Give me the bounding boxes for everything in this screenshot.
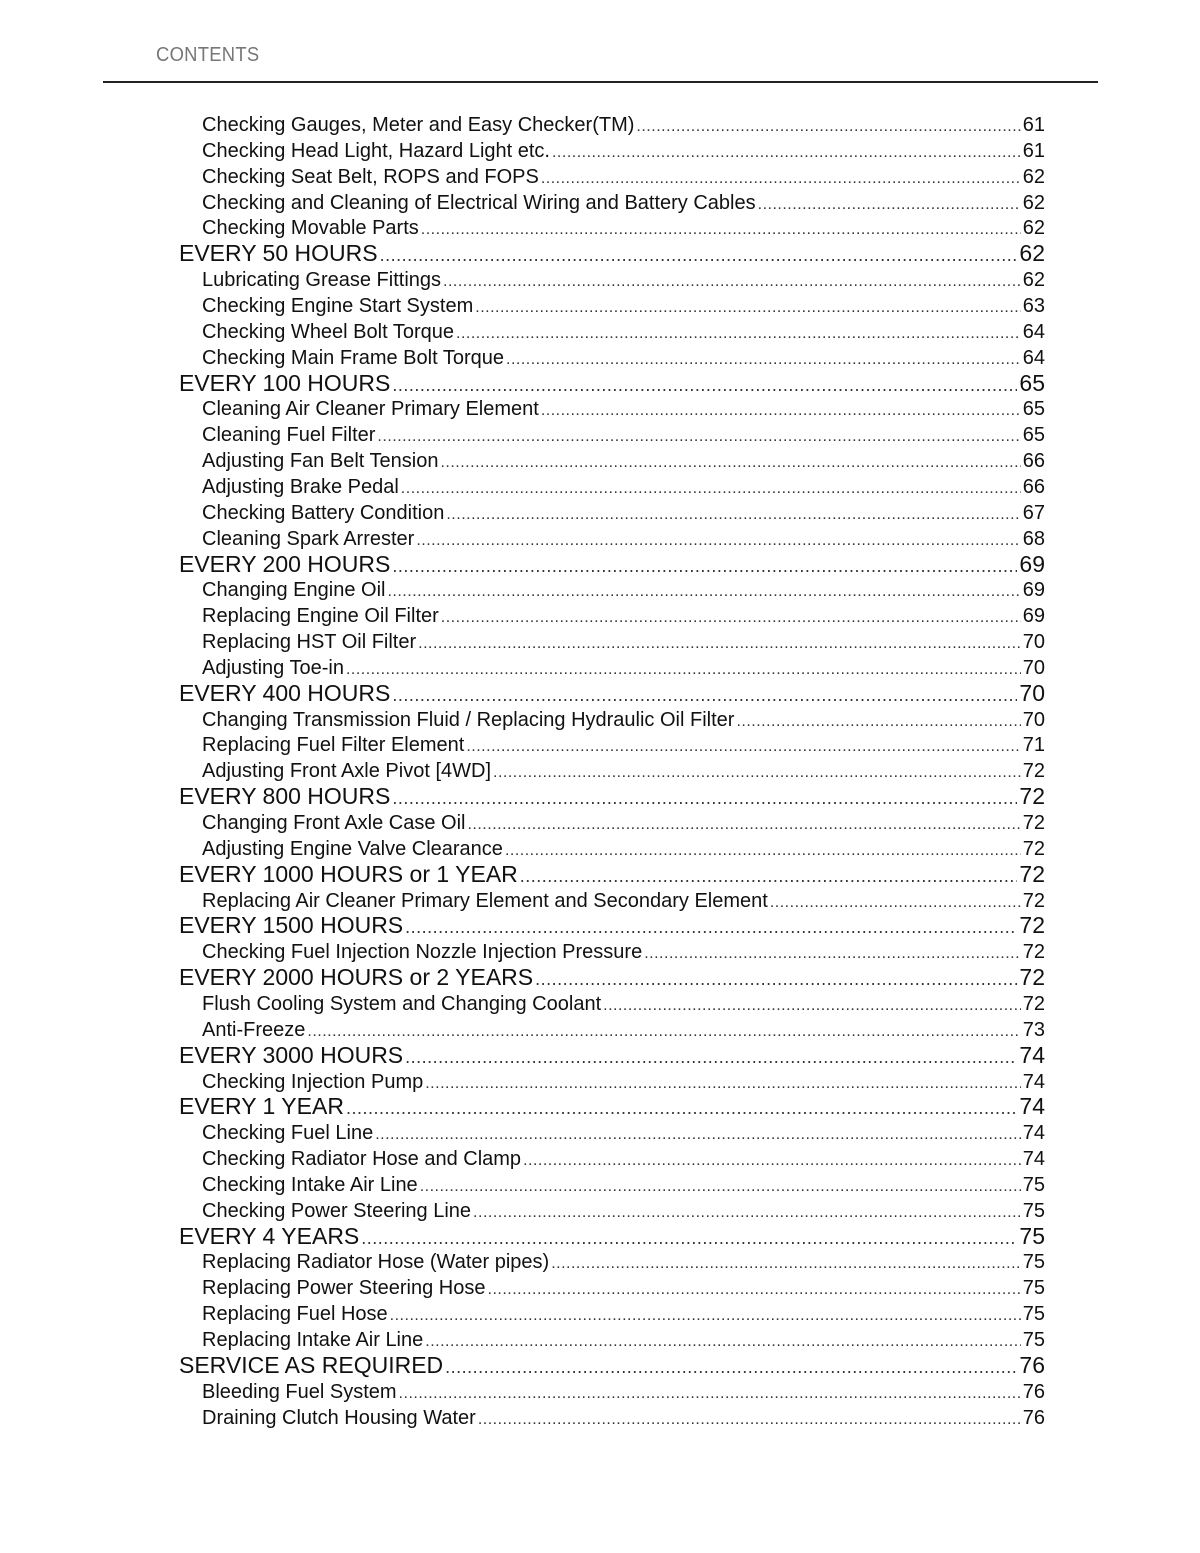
toc-entry-title: SERVICE AS REQUIRED (179, 1351, 444, 1378)
toc-entry[interactable] (202, 502, 1045, 525)
toc-entry-title: Changing Engine Oil (202, 579, 386, 602)
toc-entry-title: Checking Engine Start System (202, 295, 474, 317)
toc-entry-title: Checking Fuel Injection Nozzle Injection Pressure (202, 941, 643, 964)
toc-entry-title: Checking Battery Condition (202, 501, 445, 524)
toc-dot-leader (421, 221, 1021, 239)
toc-section-entry[interactable] (179, 861, 1045, 888)
toc-dot-leader (445, 1357, 1017, 1378)
toc-entry-page-number: 70 (1022, 708, 1045, 731)
toc-entry[interactable] (202, 476, 1045, 499)
toc-entry-title: EVERY 400 HOURS (179, 679, 391, 706)
toc-dot-leader (346, 1098, 1017, 1119)
toc-entry[interactable] (202, 1381, 1045, 1404)
toc-entry-page-number: 76 (1019, 1351, 1045, 1378)
toc-entry[interactable] (202, 347, 1045, 370)
toc-entry-page-number: 69 (1022, 579, 1045, 602)
toc-entry-title: Checking Movable Parts (202, 217, 419, 240)
toc-entry-title: EVERY 3000 HOURS (179, 1041, 404, 1068)
toc-entry[interactable] (202, 579, 1045, 602)
toc-entry[interactable] (202, 528, 1045, 551)
toc-entry[interactable] (202, 631, 1045, 654)
toc-entry-page-number: 72 (1022, 941, 1045, 964)
toc-entry[interactable] (202, 140, 1045, 163)
toc-dot-leader (736, 713, 1020, 731)
toc-entry-title: EVERY 1500 HOURS (179, 912, 404, 939)
toc-dot-leader (523, 1152, 1021, 1170)
toc-dot-leader (405, 1047, 1017, 1068)
toc-entry-page-number: 62 (1022, 191, 1045, 214)
toc-entry-title: Cleaning Fuel Filter (202, 424, 376, 447)
toc-entry-title: EVERY 2000 HOURS or 2 YEARS (179, 964, 534, 991)
toc-entry[interactable] (202, 993, 1045, 1016)
toc-entry[interactable] (202, 890, 1045, 913)
toc-entry-page-number: 64 (1022, 346, 1045, 369)
toc-dot-leader (375, 1126, 1021, 1144)
toc-entry[interactable] (202, 1174, 1045, 1197)
toc-entry-page-number: 65 (1022, 424, 1045, 447)
toc-entry[interactable] (202, 398, 1045, 421)
toc-dot-leader (603, 997, 1021, 1015)
toc-entry-page-number: 72 (1019, 783, 1045, 810)
toc-dot-leader (535, 969, 1017, 990)
toc-entry-title: Adjusting Brake Pedal (202, 475, 399, 498)
toc-dot-leader (418, 635, 1021, 653)
toc-dot-leader (466, 738, 1020, 756)
toc-entry-page-number: 65 (1019, 369, 1045, 396)
toc-entry-page-number: 62 (1022, 165, 1045, 188)
toc-entry-page-number: 61 (1022, 139, 1045, 162)
toc-entry-page-number: 75 (1022, 1277, 1045, 1300)
toc-dot-leader (770, 894, 1021, 912)
toc-entry[interactable] (202, 1019, 1045, 1042)
toc-entry-page-number: 75 (1022, 1303, 1045, 1326)
toc-entry-title: Draining Clutch Housing Water (202, 1406, 476, 1429)
toc-entry-page-number: 70 (1019, 679, 1045, 706)
toc-dot-leader (636, 118, 1020, 136)
toc-section-entry[interactable] (179, 370, 1045, 397)
toc-entry-title: EVERY 1 YEAR (179, 1093, 344, 1120)
toc-entry[interactable] (202, 1329, 1045, 1352)
toc-entry[interactable] (202, 424, 1045, 447)
toc-entry-page-number: 72 (1022, 889, 1045, 912)
toc-dot-leader (346, 661, 1021, 679)
toc-entry[interactable] (202, 1148, 1045, 1171)
toc-dot-leader (446, 506, 1020, 524)
toc-entry-page-number: 71 (1022, 734, 1045, 757)
toc-dot-leader (380, 245, 1018, 266)
toc-section-entry[interactable] (179, 551, 1045, 578)
toc-entry-title: EVERY 800 HOURS (179, 783, 391, 810)
toc-dot-leader (493, 764, 1021, 782)
toc-entry-page-number: 65 (1022, 398, 1045, 421)
toc-dot-leader (361, 1228, 1017, 1249)
toc-entry-page-number: 64 (1022, 320, 1045, 343)
toc-entry-page-number: 74 (1022, 1070, 1045, 1093)
toc-dot-leader (307, 1023, 1020, 1041)
toc-entry[interactable] (202, 1122, 1045, 1145)
toc-dot-leader (425, 1075, 1021, 1093)
toc-dot-leader (440, 454, 1020, 472)
toc-section-entry[interactable] (179, 680, 1045, 707)
toc-entry[interactable] (202, 838, 1045, 861)
toc-entry-title: Replacing Power Steering Hose (202, 1277, 486, 1300)
toc-entry[interactable] (202, 760, 1045, 783)
toc-entry[interactable] (202, 166, 1045, 189)
toc-section-entry[interactable] (179, 964, 1045, 991)
toc-dot-leader (377, 428, 1020, 446)
toc-entry-page-number: 74 (1019, 1093, 1045, 1120)
toc-entry-title: Replacing Engine Oil Filter (202, 605, 439, 628)
toc-dot-leader (390, 1307, 1021, 1325)
toc-dot-leader (488, 1281, 1021, 1299)
toc-section-entry[interactable] (179, 783, 1045, 810)
toc-entry[interactable] (202, 321, 1045, 344)
toc-entry-page-number: 76 (1022, 1406, 1045, 1429)
toc-entry-page-number: 69 (1019, 550, 1045, 577)
toc-entry[interactable] (202, 941, 1045, 964)
page-header-title: CONTENTS (156, 44, 260, 66)
toc-entry-page-number: 75 (1019, 1222, 1045, 1249)
toc-entry-title: Checking Gauges, Meter and Easy Checker(TM) (202, 114, 635, 136)
toc-entry-title: EVERY 1000 HOURS or 1 YEAR (179, 860, 518, 887)
toc-dot-leader (387, 583, 1020, 601)
toc-section-entry[interactable] (179, 1042, 1045, 1069)
toc-entry-page-number: 72 (1019, 860, 1045, 887)
toc-entry-page-number: 75 (1022, 1251, 1045, 1274)
toc-entry[interactable] (202, 192, 1045, 215)
toc-entry-page-number: 67 (1022, 501, 1045, 524)
toc-entry[interactable] (202, 657, 1045, 680)
toc-entry-title: Cleaning Air Cleaner Primary Element (202, 398, 539, 421)
toc-dot-leader (541, 170, 1021, 188)
toc-entry-title: Replacing Radiator Hose (Water pipes) (202, 1251, 550, 1274)
toc-entry[interactable] (202, 1277, 1045, 1300)
toc-entry-title: Replacing Air Cleaner Primary Element and Secondary Element (202, 889, 768, 912)
toc-entry-page-number: 75 (1022, 1329, 1045, 1351)
toc-entry-title: Flush Cooling System and Changing Coolant (202, 992, 602, 1015)
toc-entry-title: Checking Fuel Line (202, 1122, 374, 1145)
toc-entry-title: Replacing Intake Air Line (202, 1329, 424, 1351)
toc-dot-leader (401, 480, 1021, 498)
toc-entry-title: Checking Power Steering Line (202, 1199, 472, 1222)
toc-entry-title: Bleeding Fuel System (202, 1380, 397, 1403)
toc-entry-title: Replacing Fuel Filter Element (202, 734, 465, 757)
toc-entry-title: Adjusting Toe-in (202, 656, 344, 679)
toc-entry-title: Checking Main Frame Bolt Torque (202, 346, 504, 369)
toc-entry-page-number: 72 (1022, 760, 1045, 783)
toc-entry-title: Replacing HST Oil Filter (202, 631, 417, 653)
toc-entry[interactable] (202, 812, 1045, 835)
toc-entry-title: Checking Injection Pump (202, 1070, 424, 1093)
toc-section-entry[interactable] (179, 1223, 1045, 1250)
toc-dot-leader (420, 1178, 1021, 1196)
toc-entry-title: Replacing Fuel Hose (202, 1303, 388, 1326)
toc-dot-leader (758, 196, 1021, 214)
toc-dot-leader (392, 375, 1017, 396)
toc-entry-title: Adjusting Fan Belt Tension (202, 450, 439, 473)
toc-dot-leader (551, 1255, 1021, 1273)
toc-entry-page-number: 72 (1022, 992, 1045, 1015)
toc-entry-page-number: 76 (1022, 1380, 1045, 1403)
toc-entry-page-number: 69 (1022, 605, 1045, 628)
toc-dot-leader (520, 866, 1018, 887)
toc-entry-page-number: 72 (1019, 964, 1045, 991)
toc-entry-page-number: 68 (1022, 527, 1045, 550)
toc-entry-title: EVERY 100 HOURS (179, 369, 391, 396)
toc-dot-leader (505, 842, 1021, 860)
toc-entry-title: EVERY 4 YEARS (179, 1222, 360, 1249)
toc-dot-leader (475, 299, 1021, 317)
toc-entry-page-number: 63 (1022, 295, 1045, 317)
toc-entry[interactable] (202, 1251, 1045, 1274)
toc-entry-title: Adjusting Front Axle Pivot [4WD] (202, 760, 492, 783)
toc-dot-leader (552, 144, 1021, 162)
toc-dot-leader (399, 1385, 1021, 1403)
toc-dot-leader (473, 1204, 1021, 1222)
toc-entry-title: Checking and Cleaning of Electrical Wiring and Battery Cables (202, 191, 756, 214)
toc-entry-page-number: 74 (1022, 1122, 1045, 1145)
toc-entry-page-number: 62 (1019, 240, 1045, 267)
toc-entry[interactable] (202, 709, 1045, 732)
toc-entry-title: EVERY 200 HOURS (179, 550, 391, 577)
toc-entry[interactable] (202, 114, 1045, 137)
toc-entry-title: Cleaning Spark Arrester (202, 527, 415, 550)
toc-entry-page-number: 75 (1022, 1173, 1045, 1196)
toc-entry[interactable] (202, 295, 1045, 318)
toc-entry-page-number: 62 (1022, 269, 1045, 292)
toc-entry[interactable] (202, 1407, 1045, 1430)
toc-entry-title: Checking Radiator Hose and Clamp (202, 1148, 522, 1170)
toc-section-entry[interactable] (179, 1352, 1045, 1379)
toc-entry-page-number: 66 (1022, 450, 1045, 473)
toc-entry-title: Checking Seat Belt, ROPS and FOPS (202, 165, 539, 188)
toc-entry-title: EVERY 50 HOURS (179, 240, 378, 267)
toc-entry-title: Lubricating Grease Fittings (202, 269, 442, 292)
toc-entry-page-number: 73 (1022, 1018, 1045, 1041)
toc-dot-leader (392, 788, 1017, 809)
toc-dot-leader (416, 532, 1020, 550)
toc-entry-page-number: 74 (1019, 1041, 1045, 1068)
toc-entry-page-number: 72 (1022, 837, 1045, 860)
toc-dot-leader (467, 816, 1020, 834)
toc-entry-page-number: 74 (1022, 1148, 1045, 1170)
toc-dot-leader (478, 1411, 1021, 1429)
toc-entry-page-number: 70 (1022, 631, 1045, 653)
toc-entry-page-number: 75 (1022, 1199, 1045, 1222)
toc-entry-page-number: 72 (1022, 812, 1045, 834)
toc-entry-page-number: 66 (1022, 475, 1045, 498)
toc-entry-page-number: 70 (1022, 656, 1045, 679)
toc-entry-title: Adjusting Engine Valve Clearance (202, 837, 503, 860)
toc-entry-title: Checking Wheel Bolt Torque (202, 320, 454, 343)
toc-dot-leader (441, 609, 1021, 627)
toc-entry[interactable] (202, 450, 1045, 473)
toc-section-entry[interactable] (179, 912, 1045, 939)
toc-entry[interactable] (202, 605, 1045, 628)
toc-entry-page-number: 61 (1022, 114, 1045, 136)
toc-dot-leader (644, 945, 1021, 963)
toc-entry[interactable] (202, 269, 1045, 292)
toc-entry[interactable] (202, 1071, 1045, 1094)
toc-section-entry[interactable] (179, 240, 1045, 267)
toc-entry-title: Changing Front Axle Case Oil (202, 812, 466, 834)
toc-entry-page-number: 62 (1022, 217, 1045, 240)
toc-entry-page-number: 72 (1019, 912, 1045, 939)
toc-entry[interactable] (202, 1200, 1045, 1223)
toc-dot-leader (443, 273, 1021, 291)
toc-dot-leader (506, 351, 1021, 369)
toc-dot-leader (456, 325, 1021, 343)
toc-section-entry[interactable] (179, 1093, 1045, 1120)
toc-dot-leader (425, 1333, 1021, 1351)
toc-dot-leader (392, 556, 1017, 577)
toc-entry[interactable] (202, 734, 1045, 757)
toc-entry[interactable] (202, 1303, 1045, 1326)
toc-dot-leader (541, 402, 1021, 420)
toc-entry[interactable] (202, 217, 1045, 240)
toc-dot-leader (392, 685, 1017, 706)
toc-entry-title: Anti-Freeze (202, 1018, 306, 1041)
toc-dot-leader (405, 917, 1017, 938)
toc-entry-title: Changing Transmission Fluid / Replacing Hydraulic Oil Filter (202, 708, 735, 731)
toc-entry-title: Checking Head Light, Hazard Light etc. (202, 139, 550, 162)
toc-entry-title: Checking Intake Air Line (202, 1173, 418, 1196)
